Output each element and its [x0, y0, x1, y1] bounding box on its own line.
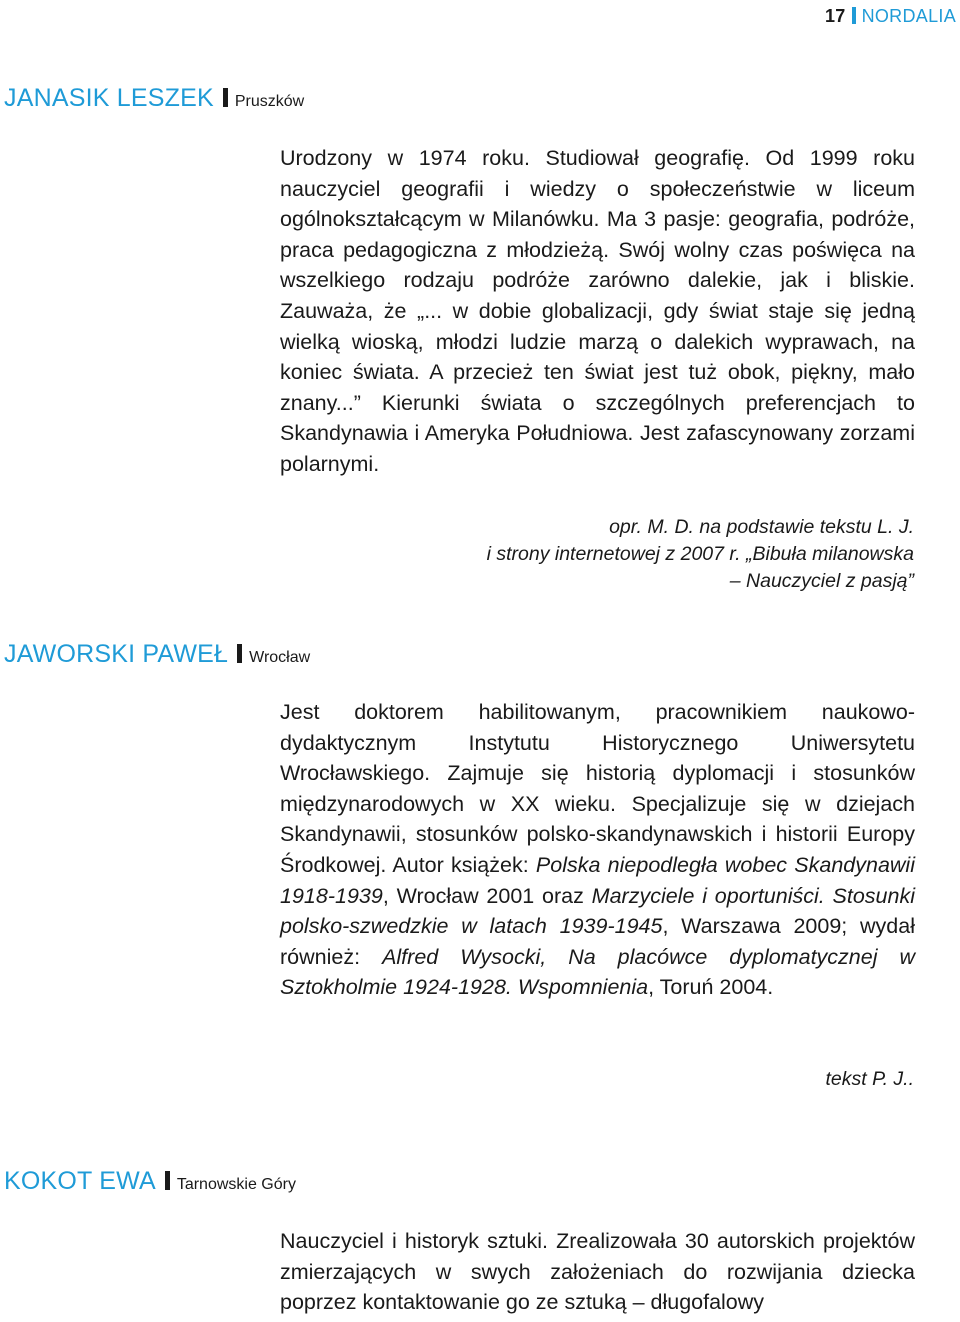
person-name: JANASIK LESZEK — [4, 84, 214, 112]
entry-bio-jaworski — [280, 697, 915, 1003]
person-name: JAWORSKI PAWEŁ — [4, 640, 229, 668]
heading-separator — [223, 88, 228, 107]
person-city: Tarnowskie Góry — [176, 1176, 296, 1193]
entry-bio-janasik — [280, 143, 915, 480]
entry-heading-jaworski — [4, 640, 310, 669]
book-title: Polska niepodległa wobec Skandynawii 1918-1939 — [280, 852, 915, 908]
attribution-line: opr. M. D. na podstawie tekstu L. J. — [609, 516, 914, 538]
bio-paragraph: Nauczyciel i historyk sztuki. Zrealizowała 30 autorskich projektów zmierzających w swych założeniach do rozwijania dziecka poprzez kontaktowanie go ze sztuką – długofalowy — [280, 1229, 915, 1315]
entry-bio-kokot — [280, 1226, 915, 1318]
attribution-line: i strony internetowej z 2007 r. „Bibuła milanowska — [486, 543, 914, 565]
bio-text: , Warszawa 2009; wydał również: — [280, 914, 915, 969]
book-title: Marzyciele i oportuniści. Stosunki polsko-szwedzkie w latach 1939-1945 — [280, 883, 915, 939]
attribution-line: – Nauczyciel z pasją” — [729, 570, 914, 592]
bio-paragraph: Urodzony w 1974 roku. Studiował geografię. Od 1999 roku nauczyciel geografii i wiedzy o społeczeństwie w liceum ogólnokształcącym w Milanówku. Ma 3 pasje: geografia, podróże, praca pedagogiczna z młodzieżą. Swój wolny czas poświęca na wszelkiego rodzaju podróże zarówno dalekie, jak i bliskie. Zauważa, że „... w dobie globalizacji, gdy świat staje się jedną wielką wioską, młodzi ludzie marzą o dalekich wyprawach, na koniec świata. A przecież ten świat jest tuż obok, piękny, mało znany...” Kierunki świata o szczególnych preferencjach to Skandynawia i Ameryka Południowa. Jest zafascynowany zorzami polarnymi. — [280, 146, 915, 476]
person-name: KOKOT EWA — [4, 1167, 156, 1195]
entry-attribution-jaworski — [825, 1066, 914, 1093]
heading-separator — [237, 644, 242, 663]
page-number-header — [825, 6, 956, 27]
bio-paragraph — [280, 697, 915, 1003]
person-city: Wrocław — [249, 649, 311, 666]
bio-text: Jest doktorem habilitowanym, pracownikiem naukowo-dydaktycznym Instytutu Historycznego Uniwersytetu Wrocławskiego. Zajmuje się historią dyplomacji i stosunków międzynarodowych w XX wieku. Specjalizuje się w dziejach Skandynawii, stosunków polsko-skandynawskich i historii Europy Środkowej. Autor książek: — [280, 700, 915, 877]
entry-attribution-janasik — [487, 514, 914, 595]
attribution-line: tekst P. J.. — [825, 1068, 914, 1090]
entry-heading-janasik — [4, 84, 304, 113]
heading-separator — [165, 1171, 170, 1190]
book-title: Alfred Wysocki, Na placówce dyplomatycznej w Sztokholmie 1924-1928. Wspomnienia — [280, 944, 915, 1000]
header-separator — [852, 7, 856, 24]
magazine-title: NORDALIA — [861, 6, 956, 26]
entry-heading-kokot — [4, 1167, 296, 1196]
person-city: Pruszków — [234, 93, 305, 110]
page-number: 17 — [824, 6, 846, 26]
bio-text: , Toruń 2004. — [648, 975, 774, 1000]
bio-text: , Wrocław 2001 oraz — [382, 883, 592, 908]
